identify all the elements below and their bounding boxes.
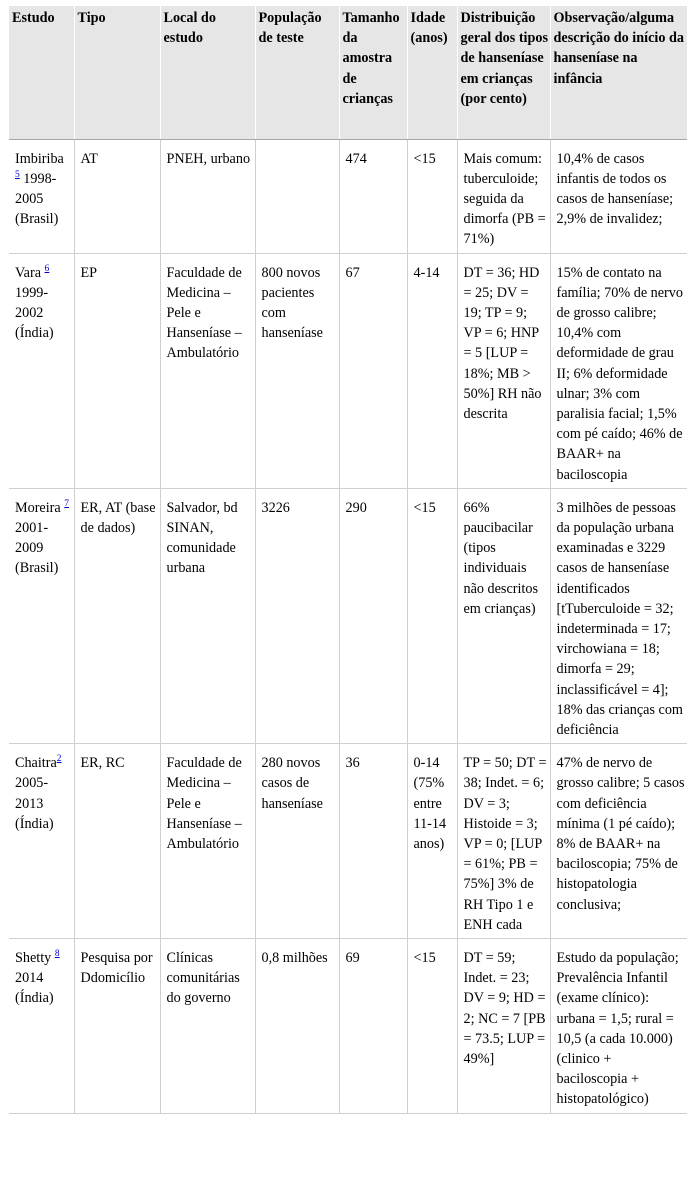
table-row [9,744,687,939]
study-author: Imbiriba [15,150,64,167]
cell-populacao: 800 novos pacientes com hanseníase [255,253,339,488]
table-row [9,253,687,488]
cell-local: PNEH, urbano [160,139,255,253]
cell-tipo: ER, RC [74,744,160,939]
cell-idade: <15 [407,488,457,743]
cell-estudo [9,744,74,939]
cell-observacao: 10,4% de casos infantis de todos os casos de hanseníase; 2,9% de invalidez; [550,139,687,253]
header-row [9,6,687,139]
cell-estudo [9,139,74,253]
table-row [9,139,687,253]
header-estudo: Estudo [9,6,74,139]
header-observacao: Observação/alguma descrição do início da hanseníase na infância [550,6,687,139]
header-distribuicao: Distribuição geral dos tipos de hanseníase em crianças (por cento) [457,6,550,139]
header-idade: Idade (anos) [407,6,457,139]
cell-populacao: 0,8 milhões [255,939,339,1114]
reference-link[interactable]: 8 [54,949,60,960]
cell-tamanho: 474 [339,139,407,253]
study-period: 1999-2002 (Índia) [15,284,54,342]
cell-distribuicao: Mais comum: tuberculoide; seguida da dimorfa (PB = 71%) [457,139,550,253]
cell-tamanho: 69 [339,939,407,1114]
cell-idade: <15 [407,139,457,253]
cell-tipo: EP [74,253,160,488]
cell-observacao: 3 milhões de pessoas da população urbana examinadas e 3229 casos de hanseníase identificados [tTuberculoide = 32; indeterminada = 17; virchowiana = 18; dimorfa = 29; inclassificável = 4]; 18% das crianças com deficiência [550,488,687,743]
study-author: Moreira [15,499,61,516]
cell-populacao: 3226 [255,488,339,743]
study-period: 1998-2005 (Brasil) [15,170,59,228]
cell-estudo [9,488,74,743]
cell-local: Clínicas comunitárias do governo [160,939,255,1114]
cell-local: Salvador, bd SINAN, comunidade urbana [160,488,255,743]
cell-tipo: AT [74,139,160,253]
header-tamanho: Tamanho da amostra de crianças [339,6,407,139]
cell-tipo: ER, AT (base de dados) [74,488,160,743]
reference-link[interactable]: 2 [56,754,62,765]
cell-tipo: Pesquisa por Ddomicílio [74,939,160,1114]
cell-idade: 4-14 [407,253,457,488]
header-local: Local do estudo [160,6,255,139]
leprosy-studies-table [9,6,687,1114]
cell-tamanho: 67 [339,253,407,488]
cell-tamanho: 36 [339,744,407,939]
header-populacao: População de teste [255,6,339,139]
table-row [9,939,687,1114]
cell-idade: <15 [407,939,457,1114]
cell-distribuicao: DT = 36; HD = 25; DV = 19; TP = 9; VP = 6; HNP = 5 [LUP = 18%; MB > 50%] RH não descrita [457,253,550,488]
cell-idade: 0-14 (75% entre 11-14 anos) [407,744,457,939]
cell-estudo [9,939,74,1114]
reference-link[interactable]: 7 [64,498,69,509]
study-period: 2001-2009 (Brasil) [15,519,59,577]
cell-observacao: 15% de contato na família; 70% de nervo de grosso calibre; 10,4% com deformidade de grau II; 6% deformidade ulnar; 3% com paralisia facial; 1,5% com pé caído; 46% de BAAR+ na baciloscopia [550,253,687,488]
cell-local: Faculdade de Medicina – Pele e Hanseníase – Ambulatório [160,744,255,939]
cell-populacao: 280 novos casos de hanseníase [255,744,339,939]
cell-populacao [255,139,339,253]
study-period: 2005-2013 (Índia) [15,775,54,832]
cell-distribuicao: DT = 59; Indet. = 23; DV = 9; HD = 2; NC = 7 [PB = 73.5; LUP = 49%] [457,939,550,1114]
cell-estudo [9,253,74,488]
cell-distribuicao: 66% paucibacilar (tipos individuais não descritos em crianças) [457,488,550,743]
cell-observacao: Estudo da população; Prevalência Infantil (exame clínico): urbana = 1,5; rural = 10,5 (a cada 10.000) (clinico + baciloscopia + histopatológico) [550,939,687,1114]
study-author: Chaitra [15,755,57,772]
cell-local: Faculdade de Medicina – Pele e Hanseníase – Ambulatório [160,253,255,488]
cell-observacao: 47% de nervo de grosso calibre; 5 casos com deficiência mínima (1 pé caído); 8% de BAAR+ na baciloscopia; 75% de histopatologia conclusiva; [550,744,687,939]
reference-link[interactable]: 5 [15,169,20,180]
header-tipo: Tipo [74,6,160,139]
study-author: Shetty [15,950,52,967]
reference-link[interactable]: 6 [44,263,50,274]
table-row [9,488,687,743]
cell-tamanho: 290 [339,488,407,743]
cell-distribuicao: TP = 50; DT = 38; Indet. = 6; DV = 3; Histoide = 3; VP = 0; [LUP = 61%; PB = 75%] 3% de RH Tipo 1 e ENH cada [457,744,550,939]
study-period: 2014 (Índia) [15,970,54,1007]
study-author: Vara [15,264,41,281]
